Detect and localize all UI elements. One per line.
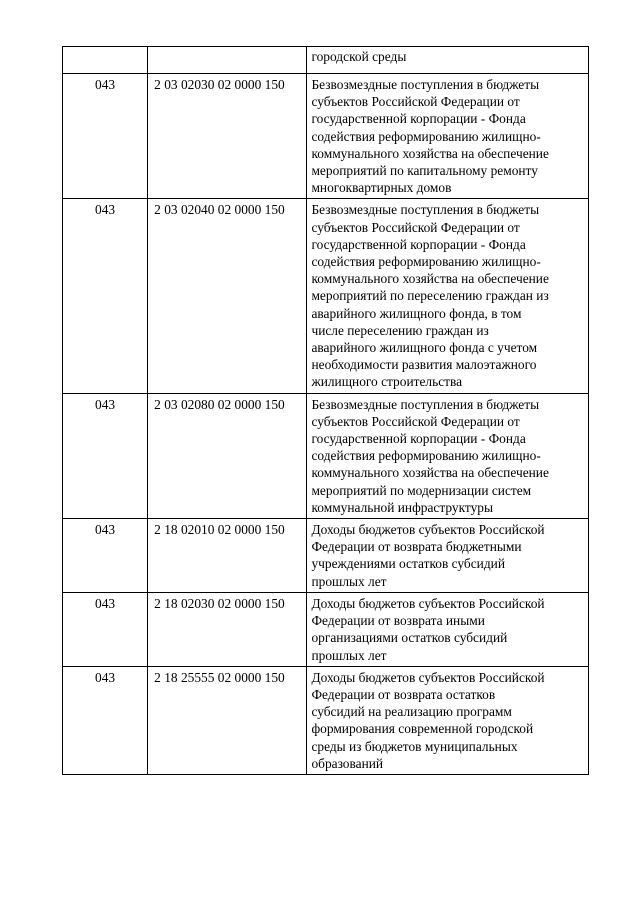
description-line: субъектов Российской Федерации от [311, 413, 520, 429]
description-line: государственной корпорации - Фонда [311, 236, 526, 252]
table-row [63, 47, 589, 74]
income-description-cell [307, 592, 589, 666]
description-line: коммунальной инфраструктуры [311, 499, 493, 515]
description-line: аварийного жилищного фонда, в том [311, 305, 522, 321]
budget-classification-code-cell: 2 03 02040 02 0000 150 [148, 199, 307, 393]
description-line: Безвозмездные поступления в бюджеты [311, 77, 540, 92]
description-line: мероприятий по капитальному ремонту [311, 163, 538, 179]
admin-code-cell: 043 [63, 74, 148, 199]
description-line: мероприятий по переселению граждан из [311, 288, 549, 304]
description-line: Федерации от возврата бюджетными [311, 539, 522, 555]
description-line: мероприятий по модернизации систем [311, 482, 532, 498]
budget-classification-code-cell [148, 47, 307, 74]
table-row [63, 666, 589, 774]
description-line: формирования современной городской [311, 721, 534, 737]
income-codes-table [62, 46, 589, 775]
description-line: многоквартирных домов [311, 180, 452, 196]
budget-classification-code-cell: 2 03 02030 02 0000 150 [148, 74, 307, 199]
admin-code-cell: 043 [63, 393, 148, 518]
admin-code-cell: 043 [63, 199, 148, 393]
admin-code-cell: 043 [63, 592, 148, 666]
income-description-cell [307, 47, 589, 74]
table-row [63, 393, 589, 518]
description-line: субъектов Российской Федерации от [311, 219, 520, 235]
admin-code-cell [63, 47, 148, 74]
table-body [63, 47, 589, 775]
description-line: коммунального хозяйства на обеспечение [311, 465, 549, 481]
description-line: организациями остатков субсидий [311, 630, 508, 646]
description-line: государственной корпорации - Фонда [311, 431, 526, 447]
income-description-cell [307, 666, 589, 774]
income-description-cell [307, 519, 589, 593]
income-description-cell [307, 199, 589, 393]
description-line: Доходы бюджетов субъектов Российской [311, 669, 545, 685]
description-line: Доходы бюджетов субъектов Российской [311, 522, 545, 538]
description-line: прошлых лет [311, 573, 387, 589]
admin-code-cell: 043 [63, 519, 148, 593]
description-line: городской среды [311, 49, 407, 64]
description-line: числе переселению граждан из [311, 322, 489, 338]
description-line: прошлых лет [311, 647, 387, 663]
description-line: аварийного жилищного фонда с учетом [311, 340, 538, 356]
table-row [63, 592, 589, 666]
description-line: жилищного строительства [311, 374, 463, 390]
description-line: Безвозмездные поступления в бюджеты [311, 202, 540, 218]
budget-classification-code-cell: 2 18 25555 02 0000 150 [148, 666, 307, 774]
description-line: среды из бюджетов муниципальных [311, 738, 518, 754]
income-description-cell [307, 393, 589, 518]
description-line: коммунального хозяйства на обеспечение [311, 145, 549, 161]
description-line: субъектов Российской Федерации от [311, 94, 520, 110]
budget-classification-code-cell: 2 18 02010 02 0000 150 [148, 519, 307, 593]
description-line: содействия реформированию жилищно- [311, 128, 541, 144]
table-row [63, 199, 589, 393]
table-row [63, 74, 589, 199]
description-line: Федерации от возврата остатков [311, 686, 496, 702]
description-line: Безвозмездные поступления в бюджеты [311, 396, 540, 412]
budget-classification-code-cell: 2 03 02080 02 0000 150 [148, 393, 307, 518]
budget-classification-code-cell: 2 18 02030 02 0000 150 [148, 592, 307, 666]
description-line: коммунального хозяйства на обеспечение [311, 271, 549, 287]
description-line: субсидий на реализацию программ [311, 704, 512, 720]
description-line: содействия реформированию жилищно- [311, 254, 541, 270]
description-line: содействия реформированию жилищно- [311, 448, 541, 464]
description-line: государственной корпорации - Фонда [311, 111, 526, 127]
description-line: необходимости развития малоэтажного [311, 357, 537, 373]
description-line: Доходы бюджетов субъектов Российской [311, 595, 545, 611]
description-line: образований [311, 755, 384, 771]
description-line: учреждениями остатков субсидий [311, 556, 505, 572]
income-description-cell [307, 74, 589, 199]
table-row [63, 519, 589, 593]
admin-code-cell: 043 [63, 666, 148, 774]
description-line: Федерации от возврата иными [311, 613, 485, 629]
